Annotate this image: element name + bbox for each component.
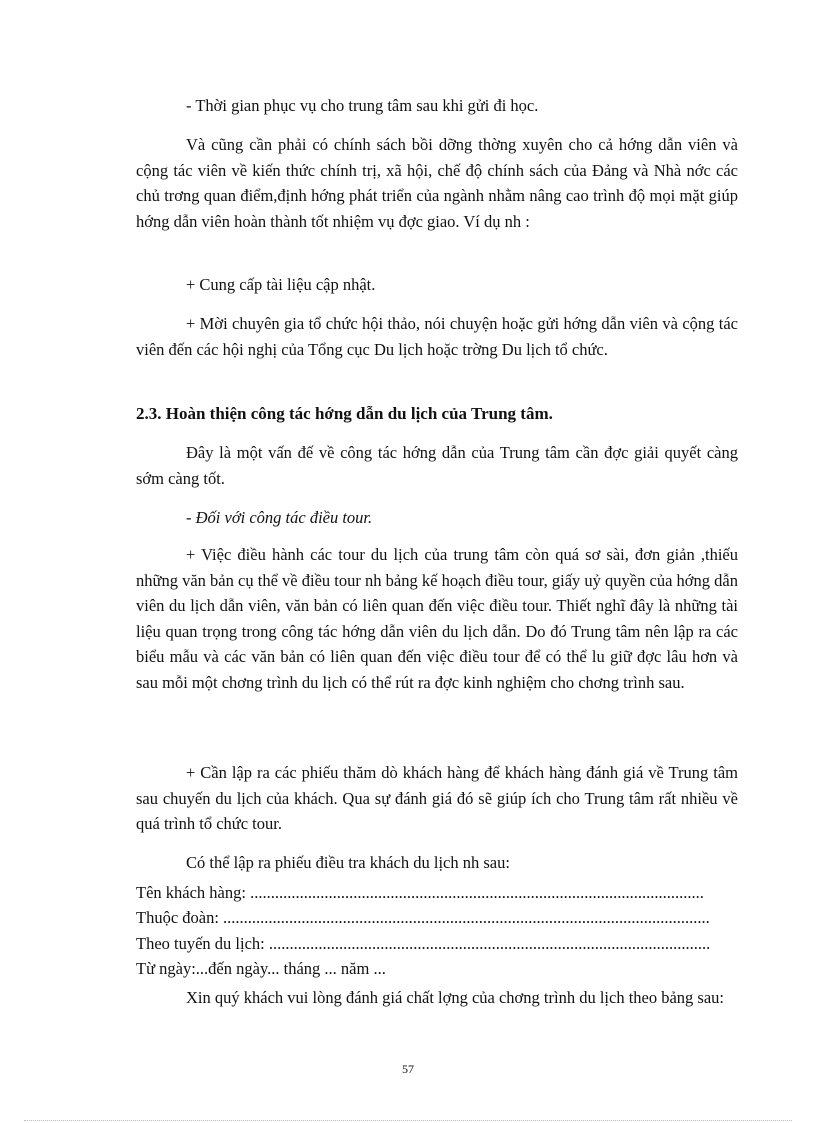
bottom-divider [24,1120,792,1121]
page-number: 57 [402,1062,414,1076]
form-line-route: Theo tuyến du lịch: ........................................................................................................... [136,934,711,953]
paragraph-tour-operation: + Việc điều hành các tour du lịch của trung tâm còn quá sơ sài, đơn giản ,thiếu những văn bản cụ thể về điều tour nh bảng kế hoạch điều tour, giấy uỷ quyền của hớng dẫn viên du lịch dẫn viên, văn bản có liên quan đến việc điều tour. Thiết nghĩ đây là những tài liệu quan trọng trong công tác hớng dẫn viên du lịch dẫn. Do đó Trung tâm nên lập ra các biểu mẫu và các văn bản có liên quan đến việc điều tour để có thể lu giữ đợc lâu hơn và sau mỗi một chơng trình du lịch có thể rút ra đợc kinh nghiệm cho chơng trình sau. [136,545,738,692]
form-line-dates: Từ ngày:...đến ngày... tháng ... năm ... [136,959,386,978]
paragraph-study-time: - Thời gian phục vụ cho trung tâm sau khi gửi đi học. [186,96,539,115]
form-line-group: Thuộc đoàn: ...................................................................................................................... [136,908,710,927]
paragraph-training-policy: Và cũng cần phải có chính sách bồi dỡng thờng xuyên cho cả hớng dẫn viên và cộng tác viên về kiến thức chính trị, xã hội, chế độ chính sách của Đảng và Nhà nớc các chủ trơng quan điểm,định hớng phát triển của ngành nhằm nâng cao trình độ mọi mặt giúp hớng dẫn viên hoàn thành tốt nhiệm vụ đợc giao. Ví dụ nh : [136,135,738,231]
paragraph-provide-documents: + Cung cấp tài liệu cập nhật. [186,275,376,294]
paragraph-customer-survey: + Cần lập ra các phiếu thăm dò khách hàng để khách hàng đánh giá về Trung tâm sau chuyến du lịch của khách. Qua sự đánh giá đó sẽ giúp ích cho Trung tâm rất nhiều về quá trình tổ chức tour. [136,763,738,833]
subheading-tour-dispatch: - Đối với công tác điều tour. [186,508,373,527]
form-line-customer-name: Tên khách hàng: .............................................................................................................. [136,883,704,902]
paragraph-survey-intro: Có thể lập ra phiếu điều tra khách du lịch nh sau: [186,853,510,872]
paragraph-rating-request: Xin quý khách vui lòng đánh giá chất lợng của chơng trình du lịch theo bảng sau: [186,988,724,1007]
paragraph-guiding-issue: Đây là một vấn đế về công tác hớng dẫn của Trung tâm cần đợc giải quyết càng sớm càng tốt. [136,443,738,488]
paragraph-invite-experts: + Mời chuyên gia tổ chức hội thảo, nói chuyện hoặc gửi hớng dẫn viên và cộng tác viên đến các hội nghị của Tổng cục Du lịch hoặc trờng Du lịch tổ chức. [136,314,738,359]
section-heading: 2.3. Hoàn thiện công tác hớng dẫn du lịch của Trung tâm. [136,404,553,423]
